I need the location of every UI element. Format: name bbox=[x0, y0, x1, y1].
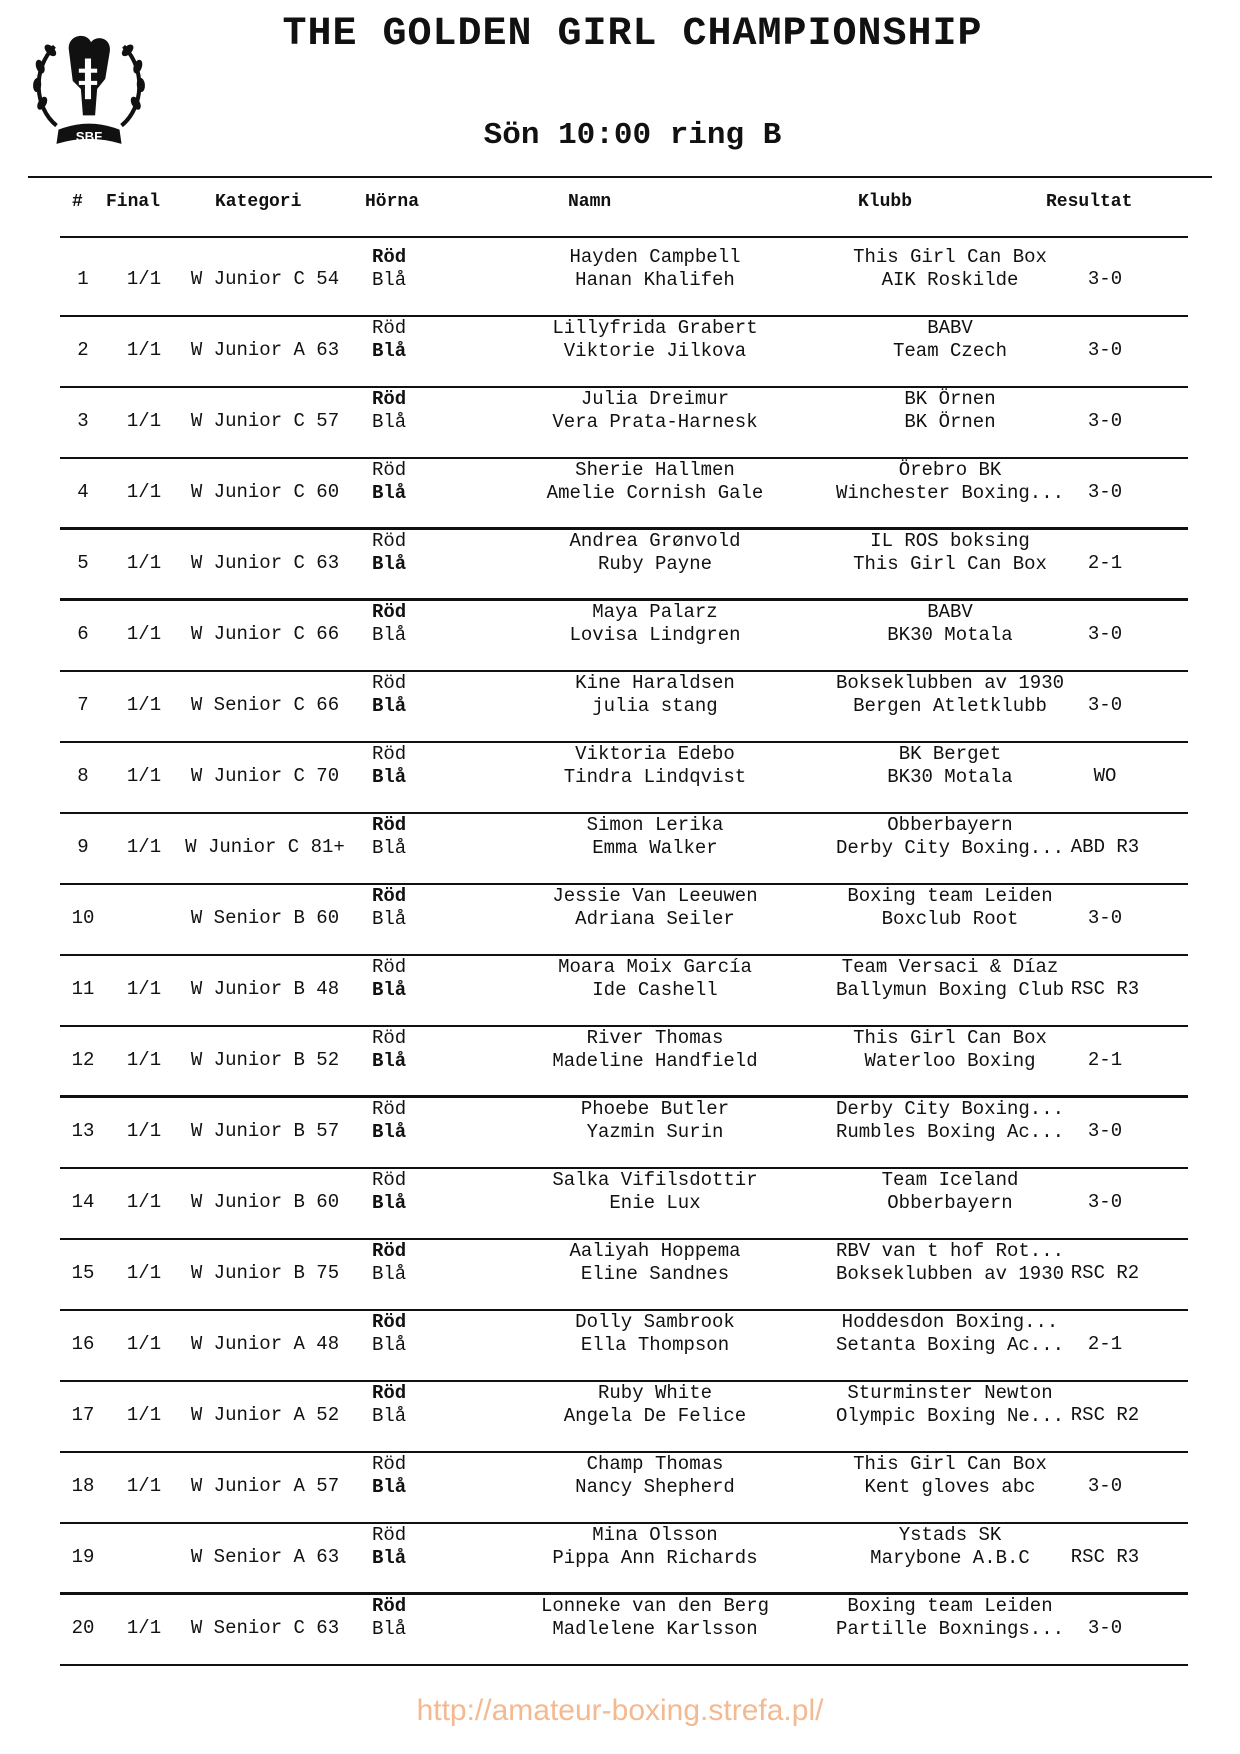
table-row bbox=[60, 388, 1188, 459]
bout-category: W Senior C 63 bbox=[190, 1617, 340, 1639]
bout-category: W Senior C 66 bbox=[190, 694, 340, 716]
boxer-name-red: Viktoria Edebo bbox=[575, 743, 735, 765]
boxer-name-blue: Adriana Seiler bbox=[575, 908, 735, 930]
header-klubb: Klubb bbox=[858, 192, 913, 212]
bout-result: 3-0 bbox=[1087, 1617, 1123, 1639]
svg-text:SBF: SBF bbox=[75, 128, 103, 144]
club-red: Team Iceland bbox=[881, 1169, 1019, 1191]
club-red: Bokseklubben av 1930 bbox=[835, 672, 1065, 694]
bout-category: W Junior A 52 bbox=[190, 1404, 340, 1426]
bout-final: 1/1 bbox=[126, 836, 162, 858]
bout-category: W Junior A 48 bbox=[190, 1333, 340, 1355]
club-red: IL ROS boksing bbox=[870, 530, 1030, 552]
header-num: # bbox=[72, 192, 83, 212]
corner-blue: Blå bbox=[372, 1263, 407, 1285]
table-row bbox=[60, 814, 1188, 885]
bout-category: W Junior A 57 bbox=[190, 1475, 340, 1497]
bout-number: 4 bbox=[77, 481, 89, 503]
bout-final: 1/1 bbox=[126, 410, 162, 432]
bout-number: 16 bbox=[71, 1333, 95, 1355]
boxer-name-red: Lonneke van den Berg bbox=[540, 1595, 770, 1617]
bout-result: RSC R2 bbox=[1070, 1262, 1140, 1284]
club-red: Derby City Boxing... bbox=[835, 1098, 1065, 1120]
boxer-name-blue: Madeline Handfield bbox=[552, 1050, 758, 1072]
table-row bbox=[60, 246, 1188, 317]
bout-number: 19 bbox=[71, 1546, 95, 1568]
bout-result: 3-0 bbox=[1087, 907, 1123, 929]
table-row bbox=[60, 1169, 1188, 1240]
boxer-name-red: Sherie Hallmen bbox=[575, 459, 735, 481]
bout-result: 2-1 bbox=[1087, 552, 1123, 574]
bout-number: 2 bbox=[77, 339, 89, 361]
bout-category: W Junior B 57 bbox=[190, 1120, 340, 1142]
boxer-name-blue: Yazmin Surin bbox=[586, 1121, 724, 1143]
boxer-name-blue: Tindra Lindqvist bbox=[563, 766, 747, 788]
bout-final: 1/1 bbox=[126, 1404, 162, 1426]
boxer-name-red: Mina Olsson bbox=[592, 1524, 718, 1546]
club-blue: Rumbles Boxing Ac... bbox=[835, 1121, 1065, 1143]
club-blue: Setanta Boxing Ac... bbox=[835, 1334, 1065, 1356]
club-blue: Kent gloves abc bbox=[864, 1476, 1036, 1498]
club-blue: BK30 Motala bbox=[887, 766, 1013, 788]
bout-final: 1/1 bbox=[126, 1475, 162, 1497]
bout-category: W Junior B 75 bbox=[190, 1262, 340, 1284]
bout-final: 1/1 bbox=[126, 552, 162, 574]
bout-result: RSC R2 bbox=[1070, 1404, 1140, 1426]
corner-blue: Blå bbox=[372, 1405, 407, 1427]
club-red: BABV bbox=[927, 601, 973, 623]
club-red: Boxing team Leiden bbox=[847, 1595, 1053, 1617]
corner-blue: Blå bbox=[372, 908, 407, 930]
bout-number: 18 bbox=[71, 1475, 95, 1497]
corner-blue: Blå bbox=[372, 766, 407, 788]
boxer-name-blue: Viktorie Jilkova bbox=[563, 340, 747, 362]
table-row bbox=[60, 672, 1188, 743]
table-row bbox=[60, 1098, 1188, 1169]
footer-url: http://amateur-boxing.strefa.pl/ bbox=[416, 1694, 824, 1727]
corner-blue: Blå bbox=[372, 411, 407, 433]
table-row bbox=[60, 1027, 1188, 1098]
bout-final: 1/1 bbox=[126, 765, 162, 787]
results-table bbox=[60, 246, 1188, 1666]
bout-number: 7 bbox=[77, 694, 89, 716]
corner-blue: Blå bbox=[372, 1192, 407, 1214]
bout-result: 3-0 bbox=[1087, 623, 1123, 645]
bout-number: 1 bbox=[77, 268, 89, 290]
bout-final: 1/1 bbox=[126, 1333, 162, 1355]
boxer-name-blue: Amelie Cornish Gale bbox=[546, 482, 764, 504]
bout-number: 10 bbox=[71, 907, 95, 929]
club-red: Örebro BK bbox=[898, 459, 1002, 481]
corner-red: Röd bbox=[372, 1595, 407, 1617]
club-blue: Bergen Atletklubb bbox=[853, 695, 1047, 717]
bout-final: 1/1 bbox=[126, 1191, 162, 1213]
club-red: Sturminster Newton bbox=[847, 1382, 1053, 1404]
boxer-name-red: Champ Thomas bbox=[586, 1453, 724, 1475]
boxer-name-red: Lillyfrida Grabert bbox=[552, 317, 758, 339]
boxer-name-red: River Thomas bbox=[586, 1027, 724, 1049]
table-row bbox=[60, 1453, 1188, 1524]
boxer-name-red: Julia Dreimur bbox=[580, 388, 730, 410]
boxer-name-blue: Ruby Payne bbox=[597, 553, 713, 575]
corner-blue: Blå bbox=[372, 553, 407, 575]
corner-blue: Blå bbox=[372, 624, 407, 646]
corner-red: Röd bbox=[372, 459, 407, 481]
boxer-name-blue: Ella Thompson bbox=[580, 1334, 730, 1356]
boxer-name-red: Maya Palarz bbox=[592, 601, 718, 623]
club-red: This Girl Can Box bbox=[853, 1027, 1047, 1049]
corner-blue: Blå bbox=[372, 695, 407, 717]
corner-red: Röd bbox=[372, 388, 407, 410]
club-red: Ystads SK bbox=[898, 1524, 1002, 1546]
bout-category: W Senior B 60 bbox=[190, 907, 340, 929]
corner-red: Röd bbox=[372, 1098, 407, 1120]
corner-red: Röd bbox=[372, 1027, 407, 1049]
boxer-name-blue: Pippa Ann Richards bbox=[552, 1547, 758, 1569]
table-row bbox=[60, 1382, 1188, 1453]
page-title: THE GOLDEN GIRL CHAMPIONSHIP bbox=[282, 12, 983, 57]
club-blue: Derby City Boxing... bbox=[835, 837, 1065, 859]
boxer-name-red: Simon Lerika bbox=[586, 814, 724, 836]
bout-category: W Junior C 70 bbox=[190, 765, 340, 787]
bout-final: 1/1 bbox=[126, 1049, 162, 1071]
bout-result: 2-1 bbox=[1087, 1333, 1123, 1355]
club-blue: Waterloo Boxing bbox=[864, 1050, 1036, 1072]
bout-final: 1/1 bbox=[126, 481, 162, 503]
bout-category: W Junior B 52 bbox=[190, 1049, 340, 1071]
boxer-name-red: Dolly Sambrook bbox=[575, 1311, 735, 1333]
boxer-name-blue: Vera Prata-Harnesk bbox=[552, 411, 758, 433]
club-red: BK Berget bbox=[898, 743, 1002, 765]
table-row bbox=[60, 1595, 1188, 1666]
bout-number: 5 bbox=[77, 552, 89, 574]
boxer-name-red: Moara Moix García bbox=[558, 956, 752, 978]
bout-number: 13 bbox=[71, 1120, 95, 1142]
bout-result: 3-0 bbox=[1087, 1191, 1123, 1213]
corner-red: Röd bbox=[372, 246, 407, 268]
club-blue: BK Örnen bbox=[904, 411, 996, 433]
corner-red: Röd bbox=[372, 1311, 407, 1333]
corner-red: Röd bbox=[372, 1240, 407, 1262]
bout-final: 1/1 bbox=[126, 623, 162, 645]
table-row bbox=[60, 1240, 1188, 1311]
boxer-name-blue: Nancy Shepherd bbox=[575, 1476, 735, 1498]
header-resultat: Resultat bbox=[1046, 192, 1133, 212]
bout-result: 3-0 bbox=[1087, 481, 1123, 503]
boxer-name-blue: Emma Walker bbox=[592, 837, 718, 859]
table-row bbox=[60, 956, 1188, 1027]
bout-final: 1/1 bbox=[126, 694, 162, 716]
corner-red: Röd bbox=[372, 672, 407, 694]
table-row bbox=[60, 743, 1188, 814]
club-blue: Obberbayern bbox=[887, 1192, 1013, 1214]
corner-red: Röd bbox=[372, 885, 407, 907]
club-red: This Girl Can Box bbox=[853, 246, 1047, 268]
page-subtitle: Sön 10:00 ring B bbox=[483, 118, 782, 153]
table-row bbox=[60, 1311, 1188, 1382]
corner-red: Röd bbox=[372, 1524, 407, 1546]
table-row bbox=[60, 885, 1188, 956]
corner-blue: Blå bbox=[372, 1050, 407, 1072]
club-blue: Olympic Boxing Ne... bbox=[835, 1405, 1065, 1427]
boxer-name-red: Aaliyah Hoppema bbox=[569, 1240, 741, 1262]
corner-blue: Blå bbox=[372, 1334, 407, 1356]
corner-blue: Blå bbox=[372, 340, 407, 362]
corner-blue: Blå bbox=[372, 1476, 407, 1498]
corner-blue: Blå bbox=[372, 1121, 407, 1143]
corner-red: Röd bbox=[372, 317, 407, 339]
corner-red: Röd bbox=[372, 814, 407, 836]
bout-number: 17 bbox=[71, 1404, 95, 1426]
club-blue: Partille Boxnings... bbox=[835, 1618, 1065, 1640]
club-red: Obberbayern bbox=[887, 814, 1013, 836]
corner-blue: Blå bbox=[372, 1547, 407, 1569]
club-blue: BK30 Motala bbox=[887, 624, 1013, 646]
bout-result: 3-0 bbox=[1087, 339, 1123, 361]
bout-result: 3-0 bbox=[1087, 410, 1123, 432]
bout-result: 3-0 bbox=[1087, 1120, 1123, 1142]
bout-final: 1/1 bbox=[126, 268, 162, 290]
bout-final: 1/1 bbox=[126, 339, 162, 361]
club-red: BABV bbox=[927, 317, 973, 339]
club-red: This Girl Can Box bbox=[853, 1453, 1047, 1475]
bout-category: W Junior C 60 bbox=[190, 481, 340, 503]
bout-category: W Junior C 54 bbox=[190, 268, 340, 290]
header-namn: Namn bbox=[568, 192, 612, 212]
table-row bbox=[60, 317, 1188, 388]
corner-blue: Blå bbox=[372, 837, 407, 859]
table-row bbox=[60, 601, 1188, 672]
bout-category: W Junior B 48 bbox=[190, 978, 340, 1000]
boxer-name-red: Salka Vifilsdottir bbox=[552, 1169, 758, 1191]
bout-category: W Junior C 63 bbox=[190, 552, 340, 574]
header-kategori: Kategori bbox=[215, 192, 302, 212]
bout-category: W Senior A 63 bbox=[190, 1546, 340, 1568]
bout-result: ABD R3 bbox=[1070, 836, 1140, 858]
corner-red: Röd bbox=[372, 743, 407, 765]
table-row bbox=[60, 530, 1188, 601]
table-row bbox=[60, 1524, 1188, 1595]
boxer-name-blue: Madlelene Karlsson bbox=[552, 1618, 758, 1640]
boxer-name-red: Ruby White bbox=[597, 1382, 713, 1404]
club-blue: Boxclub Root bbox=[881, 908, 1019, 930]
bout-number: 15 bbox=[71, 1262, 95, 1284]
header-horna: Hörna bbox=[365, 192, 420, 212]
boxer-name-blue: Enie Lux bbox=[609, 1192, 701, 1214]
bout-category: W Junior C 66 bbox=[190, 623, 340, 645]
header-final: Final bbox=[106, 192, 161, 212]
club-blue: Winchester Boxing... bbox=[835, 482, 1065, 504]
table-row bbox=[60, 459, 1188, 530]
bout-number: 20 bbox=[71, 1617, 95, 1639]
club-red: Team Versaci & Díaz bbox=[841, 956, 1059, 978]
bout-result: RSC R3 bbox=[1070, 1546, 1140, 1568]
boxer-name-blue: Angela De Felice bbox=[563, 1405, 747, 1427]
corner-blue: Blå bbox=[372, 269, 407, 291]
bout-result: 3-0 bbox=[1087, 1475, 1123, 1497]
bout-category: W Junior B 60 bbox=[190, 1191, 340, 1213]
bout-final: 1/1 bbox=[126, 1120, 162, 1142]
bout-final: 1/1 bbox=[126, 1617, 162, 1639]
bout-category: W Junior C 57 bbox=[190, 410, 340, 432]
club-red: Boxing team Leiden bbox=[847, 885, 1053, 907]
bout-number: 12 bbox=[71, 1049, 95, 1071]
bout-number: 11 bbox=[71, 978, 95, 1000]
corner-blue: Blå bbox=[372, 482, 407, 504]
bout-category: W Junior C 81+ bbox=[185, 836, 345, 858]
bout-number: 14 bbox=[71, 1191, 95, 1213]
divider bbox=[28, 176, 1212, 178]
bout-number: 6 bbox=[77, 623, 89, 645]
club-red: Hoddesdon Boxing... bbox=[841, 1311, 1059, 1333]
club-blue: Team Czech bbox=[892, 340, 1008, 362]
bout-result: 3-0 bbox=[1087, 694, 1123, 716]
club-red: RBV van t hof Rot... bbox=[835, 1240, 1065, 1262]
boxer-name-red: Andrea Grønvold bbox=[569, 530, 741, 552]
corner-red: Röd bbox=[372, 1382, 407, 1404]
club-blue: Bokseklubben av 1930 bbox=[835, 1263, 1065, 1285]
corner-blue: Blå bbox=[372, 979, 407, 1001]
bout-category: W Junior A 63 bbox=[190, 339, 340, 361]
boxer-name-blue: Lovisa Lindgren bbox=[569, 624, 741, 646]
bout-result: 3-0 bbox=[1087, 268, 1123, 290]
boxer-name-blue: Hanan Khalifeh bbox=[575, 269, 735, 291]
corner-red: Röd bbox=[372, 1453, 407, 1475]
club-blue: Marybone A.B.C bbox=[870, 1547, 1030, 1569]
boxer-name-blue: julia stang bbox=[592, 695, 718, 717]
bout-number: 8 bbox=[77, 765, 89, 787]
club-blue: Ballymun Boxing Club bbox=[835, 979, 1065, 1001]
club-blue: AIK Roskilde bbox=[881, 269, 1019, 291]
corner-red: Röd bbox=[372, 530, 407, 552]
club-blue: This Girl Can Box bbox=[853, 553, 1047, 575]
corner-blue: Blå bbox=[372, 1618, 407, 1640]
corner-red: Röd bbox=[372, 601, 407, 623]
bout-result: 2-1 bbox=[1087, 1049, 1123, 1071]
boxer-name-red: Jessie Van Leeuwen bbox=[552, 885, 758, 907]
bout-result: RSC R3 bbox=[1070, 978, 1140, 1000]
corner-red: Röd bbox=[372, 956, 407, 978]
bout-final: 1/1 bbox=[126, 1262, 162, 1284]
boxer-name-red: Phoebe Butler bbox=[580, 1098, 730, 1120]
boxer-name-red: Kine Haraldsen bbox=[575, 672, 735, 694]
boxer-name-blue: Ide Cashell bbox=[592, 979, 718, 1001]
bout-result: WO bbox=[1093, 765, 1117, 787]
bout-number: 3 bbox=[77, 410, 89, 432]
table-header bbox=[60, 188, 1188, 238]
bout-final: 1/1 bbox=[126, 978, 162, 1000]
bout-number: 9 bbox=[77, 836, 89, 858]
boxer-name-red: Hayden Campbell bbox=[569, 246, 741, 268]
boxer-name-blue: Eline Sandnes bbox=[580, 1263, 730, 1285]
club-red: BK Örnen bbox=[904, 388, 996, 410]
corner-red: Röd bbox=[372, 1169, 407, 1191]
